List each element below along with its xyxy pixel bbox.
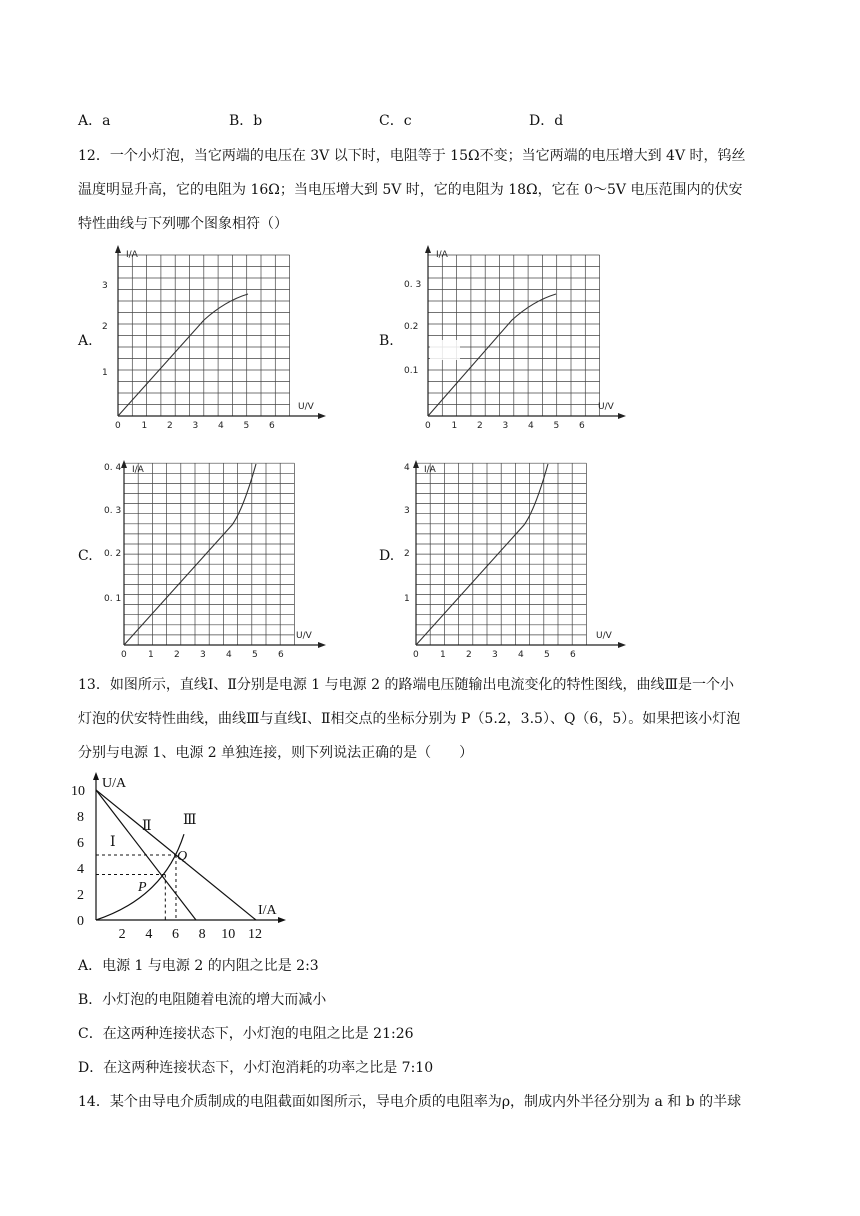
q13-x-tick-label: 12 [247, 927, 262, 942]
graph-a-ylabel: I/A [126, 250, 138, 260]
graph-a-x-arrow-icon [318, 413, 326, 419]
graph-c-ytick: 0. 2 [104, 549, 122, 559]
x-tick-label: 4 [528, 421, 534, 431]
x-tick-label: 1 [440, 650, 446, 660]
graph-a-ytick: 1 [102, 368, 108, 378]
x-tick-label: 3 [192, 421, 199, 431]
q13-point-p-label: P [138, 880, 147, 895]
q13-line-2: 灯泡的伏安特性曲线，曲线Ⅲ与直线Ⅰ、Ⅱ相交点的坐标分别为 P（5.2，3.5）、Q（6，5）。如果把该小灯泡 [78, 711, 741, 727]
graph-d-curve [416, 464, 548, 645]
q13-ylabel: U/A [102, 776, 127, 791]
graph-a-y-arrow-icon [115, 245, 121, 253]
graph-b-ytick: 0. 3 [404, 280, 422, 290]
x-tick-label: 6 [278, 650, 284, 660]
x-tick-label: 5 [553, 421, 560, 431]
graph-c-xticks [121, 650, 284, 660]
x-tick-label: 3 [502, 421, 509, 431]
q13-y-tick-label: 6 [77, 836, 84, 851]
x-tick-label: 4 [218, 421, 224, 431]
x-tick-label: 4 [226, 650, 232, 660]
graph-c-ytick: 0. 3 [104, 506, 122, 516]
graph-c-x-arrow-icon [318, 642, 326, 648]
graph-d-ytick: 3 [404, 506, 410, 516]
graph-d-ylabel: I/A [424, 465, 436, 475]
q13-x-arrow-icon [278, 917, 286, 923]
q13-x-tick-label: 2 [118, 927, 126, 942]
graph-c-ytick: 0. 1 [104, 594, 122, 604]
q13-y-tick-label: 10 [71, 784, 85, 799]
graph-c-grid [124, 463, 294, 645]
q13-curve-label-3: Ⅲ [183, 813, 197, 828]
graph-a-xticks [115, 421, 275, 431]
x-tick-label: 1 [141, 421, 148, 431]
graph-a-grid [118, 255, 290, 416]
graph-b-blemish [430, 340, 460, 360]
graph-b-ytick: 0.1 [404, 366, 419, 376]
x-tick-label: 0 [425, 421, 431, 431]
q13-line-1: 13．如图所示，直线Ⅰ、Ⅱ分别是电源 1 与电源 2 的路端电压随输出电流变化的特性图线，曲线Ⅲ是一个小 [78, 677, 734, 693]
graph-d-xticks [413, 650, 576, 660]
q11-option-c[interactable]: C．c [379, 113, 412, 129]
graph-b-grid [428, 255, 600, 416]
graph-c-ytick: 0. 4 [104, 463, 122, 473]
q13-option-a[interactable]: A．电源 1 与电源 2 的内阻之比是 2:3 [78, 958, 319, 974]
q13-y-arrow-icon [93, 772, 99, 780]
graph-b-ytick: 0.2 [404, 322, 419, 332]
q13-curve-label-2: Ⅱ [142, 819, 152, 834]
x-tick-label: 3 [200, 650, 206, 660]
graph-c-y-arrow-icon [121, 460, 127, 468]
q13-y-tick-label: 2 [77, 888, 84, 903]
x-tick-label: 5 [544, 650, 550, 660]
graph-d-grid [416, 463, 586, 645]
q13-option-c[interactable]: C．在这两种连接状态下，小灯泡的电阻之比是 21:26 [78, 1026, 414, 1042]
q13-xlabel: I/A [258, 903, 277, 918]
x-tick-label: 2 [477, 421, 483, 431]
graph-b-xticks [425, 421, 585, 431]
q12-label-c[interactable]: C. [78, 548, 93, 564]
q13-y-tick-label: 0 [77, 914, 84, 929]
q12-line-2: 温度明显升高，它的电阻为 16Ω；当电压增大到 5V 时，它的电阻为 18Ω，它在 0～5V 电压范围内的伏安 [78, 182, 743, 198]
q11-option-a[interactable]: A．a [78, 113, 111, 129]
q13-y-tick-label: 4 [77, 862, 84, 877]
q13-marks [71, 784, 262, 942]
x-tick-label: 0 [115, 421, 121, 431]
x-tick-label: 5 [243, 421, 250, 431]
graph-c [100, 460, 330, 660]
q11-option-d[interactable]: D．d [529, 113, 564, 129]
x-tick-label: 2 [466, 650, 472, 660]
x-tick-label: 6 [269, 421, 275, 431]
q13-option-d[interactable]: D．在这两种连接状态下，小灯泡消耗的功率之比是 7:10 [78, 1060, 434, 1076]
q12-line-1: 12．一个小灯泡，当它两端的电压在 3V 以下时，电阻等于 15Ω不变；当它两端的电压增大到 4V 时，钨丝 [78, 148, 746, 164]
graph-a-xlabel: U/V [298, 402, 314, 412]
graph-b-x-arrow-icon [618, 413, 626, 419]
q13-curve-label-1: Ⅰ [110, 835, 116, 850]
graph-a-ytick: 3 [102, 281, 108, 291]
x-tick-label: 4 [518, 650, 524, 660]
x-tick-label: 6 [570, 650, 576, 660]
q13-x-tick-label: 10 [221, 927, 236, 942]
q13-option-b[interactable]: B．小灯泡的电阻随着电流的增大而减小 [78, 992, 327, 1008]
x-tick-label: 6 [579, 421, 585, 431]
x-tick-label: 0 [121, 650, 127, 660]
graph-b-y-arrow-icon [425, 245, 431, 253]
q13-x-tick-label: 4 [145, 927, 153, 942]
x-tick-label: 3 [492, 650, 498, 660]
x-tick-label: 1 [451, 421, 458, 431]
x-tick-label: 2 [167, 421, 173, 431]
q13-line-3: 分别与电源 1、电源 2 单独连接，则下列说法正确的是（ ） [78, 745, 474, 761]
q13-point-q-label: Q [177, 849, 188, 864]
graph-d-ytick: 2 [404, 549, 410, 559]
graph-d-ytick: 4 [404, 463, 410, 473]
q13-x-tick-label: 6 [171, 927, 179, 942]
graph-b [400, 245, 630, 431]
q12-line-3: 特性曲线与下列哪个图象相符（） [78, 216, 288, 232]
graph-d-ytick: 1 [404, 594, 410, 604]
graph-d-x-arrow-icon [618, 642, 626, 648]
q13-x-tick-label: 8 [198, 927, 206, 942]
q13-y-tick-label: 8 [77, 810, 84, 825]
graph-a [100, 245, 330, 431]
x-tick-label: 1 [148, 650, 154, 660]
q11-option-b[interactable]: B．b [229, 113, 263, 129]
q14-line-1: 14．某个由导电介质制成的电阻截面如图所示，导电介质的电阻率为ρ，制成内外半径分别为 a 和 b 的半球 [78, 1094, 742, 1110]
graph-c-xlabel: U/V [296, 631, 312, 641]
q12-label-a[interactable]: A. [78, 333, 93, 349]
graph-d [400, 460, 630, 660]
graph-d-y-arrow-icon [413, 460, 419, 468]
x-tick-label: 0 [413, 650, 419, 660]
graph-a-ytick: 2 [102, 322, 108, 332]
x-tick-label: 2 [174, 650, 180, 660]
q12-label-b[interactable]: B. [379, 333, 394, 349]
q13-chart [71, 770, 300, 945]
graph-c-curve [124, 464, 256, 645]
graph-b-xlabel: U/V [598, 402, 614, 412]
q12-label-d[interactable]: D. [379, 548, 395, 564]
graph-c-ylabel: I/A [132, 465, 144, 475]
x-tick-label: 5 [252, 650, 258, 660]
graph-b-ylabel: I/A [436, 250, 448, 260]
graph-d-xlabel: U/V [596, 631, 612, 641]
